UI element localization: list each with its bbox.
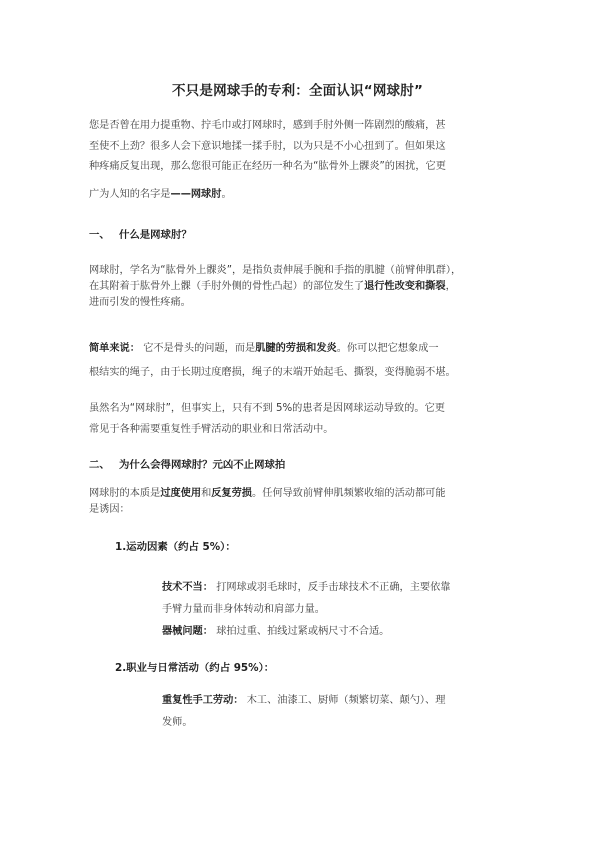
intro-line-3: 种疼痛反复出现，那么您很可能正在经历一种名为“肱骨外上髁炎”的困扰，它更: [89, 161, 446, 172]
section-1-paragraph-3: [89, 399, 509, 440]
s1p2-line-2: 根结实的绳子，由于长期过度磨损，绳子的末端开始起毛、撕裂，变得脆弱不堪。: [89, 367, 456, 378]
s2p1-line-1-end: 。任何导致前臂伸肌频繁收缩的活动都可能: [252, 488, 446, 499]
intro-line-4: 广为人知的名字是: [89, 189, 171, 200]
s2p1-line-2: 是诱因：: [89, 504, 130, 515]
equipment-line-1: 球拍过重、拍线过紧或柄尺寸不合适。: [216, 626, 390, 637]
section-2-paragraph-1: [89, 486, 509, 518]
manual-labor-label: 重复性手工劳动：: [162, 695, 244, 706]
intro-paragraph-end: [89, 188, 509, 202]
technique-label: 技术不当：: [162, 582, 213, 593]
s1p2-line-1: 它不是骨头的问题，而是: [143, 343, 256, 354]
s1p3-line-1: 虽然名为“网球肘”，但事实上，只有不到 5%的患者是因网球运动导致的。它更: [89, 403, 445, 414]
section-1-paragraph-2: [89, 337, 509, 385]
intro-line-2: 至使不上劲？很多人会下意识地揉一揉手肘，以为只是不小心扭到了。但如果这: [89, 140, 446, 152]
section-1-paragraph-1: [89, 263, 509, 311]
subsection-sports-title: 1.运动因素（约占 5%）：: [115, 541, 236, 553]
section-1-title: 什么是网球肘？: [119, 229, 192, 241]
s2p1-line-1: 网球肘的本质是: [89, 488, 161, 499]
intro-line-1: 您是否曾在用力提重物、拧毛巾或打网球时，感到手肘外侧一阵剧烈的酸痛，甚: [89, 120, 446, 131]
list-item-technique: [162, 577, 512, 621]
manual-labor-line-1: 木工、油漆工、厨师（频繁切菜、颠勺）、理: [246, 695, 446, 706]
subsection-occupation-title: 2.职业与日常活动（约占 95%）：: [115, 662, 275, 674]
section-2-number: 二、: [89, 459, 110, 471]
equipment-label: 器械问题：: [162, 626, 213, 637]
manual-labor-line-2: 发师。: [162, 717, 193, 728]
s1p1-line-2: 在其附着于肱骨外上髁（手肘外侧的骨性凸起）的部位发生了: [89, 281, 365, 292]
s1p1-line-3: 进而引发的慢性疼痛。: [89, 297, 191, 308]
list-item-manual-labor: [162, 690, 512, 734]
s2p1-term-2: 反复劳损: [211, 488, 252, 499]
intro-line-4-end: 。: [221, 189, 232, 200]
s1p2-term: 肌腱的劳损和发炎: [255, 343, 337, 354]
technique-line-2: 手臂力量而非身体转动和肩部力量。: [162, 604, 325, 615]
section-2-heading: [89, 456, 285, 471]
s2p1-connector: 和: [201, 488, 212, 499]
s1p3-line-2: 常见于各种需要重复性手臂活动的职业和日常活动中。: [89, 423, 334, 435]
list-item-equipment: [162, 621, 512, 643]
section-2-title: 为什么会得网球肘？元凶不止网球拍: [119, 459, 286, 471]
s1p2-label: 简单来说：: [89, 343, 140, 354]
s1p1-line-1: 网球肘，学名为“肱骨外上髁炎”，是指负责伸展手腕和手指的肌腱（前臂伸肌群），: [89, 265, 462, 276]
technique-line-1: 打网球或羽毛球时，反手击球技术不正确，主要依靠: [216, 582, 451, 593]
s1p1-line-2-end: ，: [445, 281, 456, 292]
section-1-heading: [89, 226, 192, 241]
section-1-number: 一、: [89, 229, 110, 241]
s1p2-line-1-end: 。你可以把它想象成一: [336, 343, 439, 354]
intro-term: ——网球肘: [170, 189, 222, 200]
s1p1-term: 退行性改变和撕裂: [364, 281, 446, 292]
intro-paragraph: [89, 116, 509, 178]
document-title: 不只是网球手的专利：全面认识“网球肘”: [171, 83, 424, 99]
s2p1-term-1: 过度使用: [160, 488, 202, 499]
